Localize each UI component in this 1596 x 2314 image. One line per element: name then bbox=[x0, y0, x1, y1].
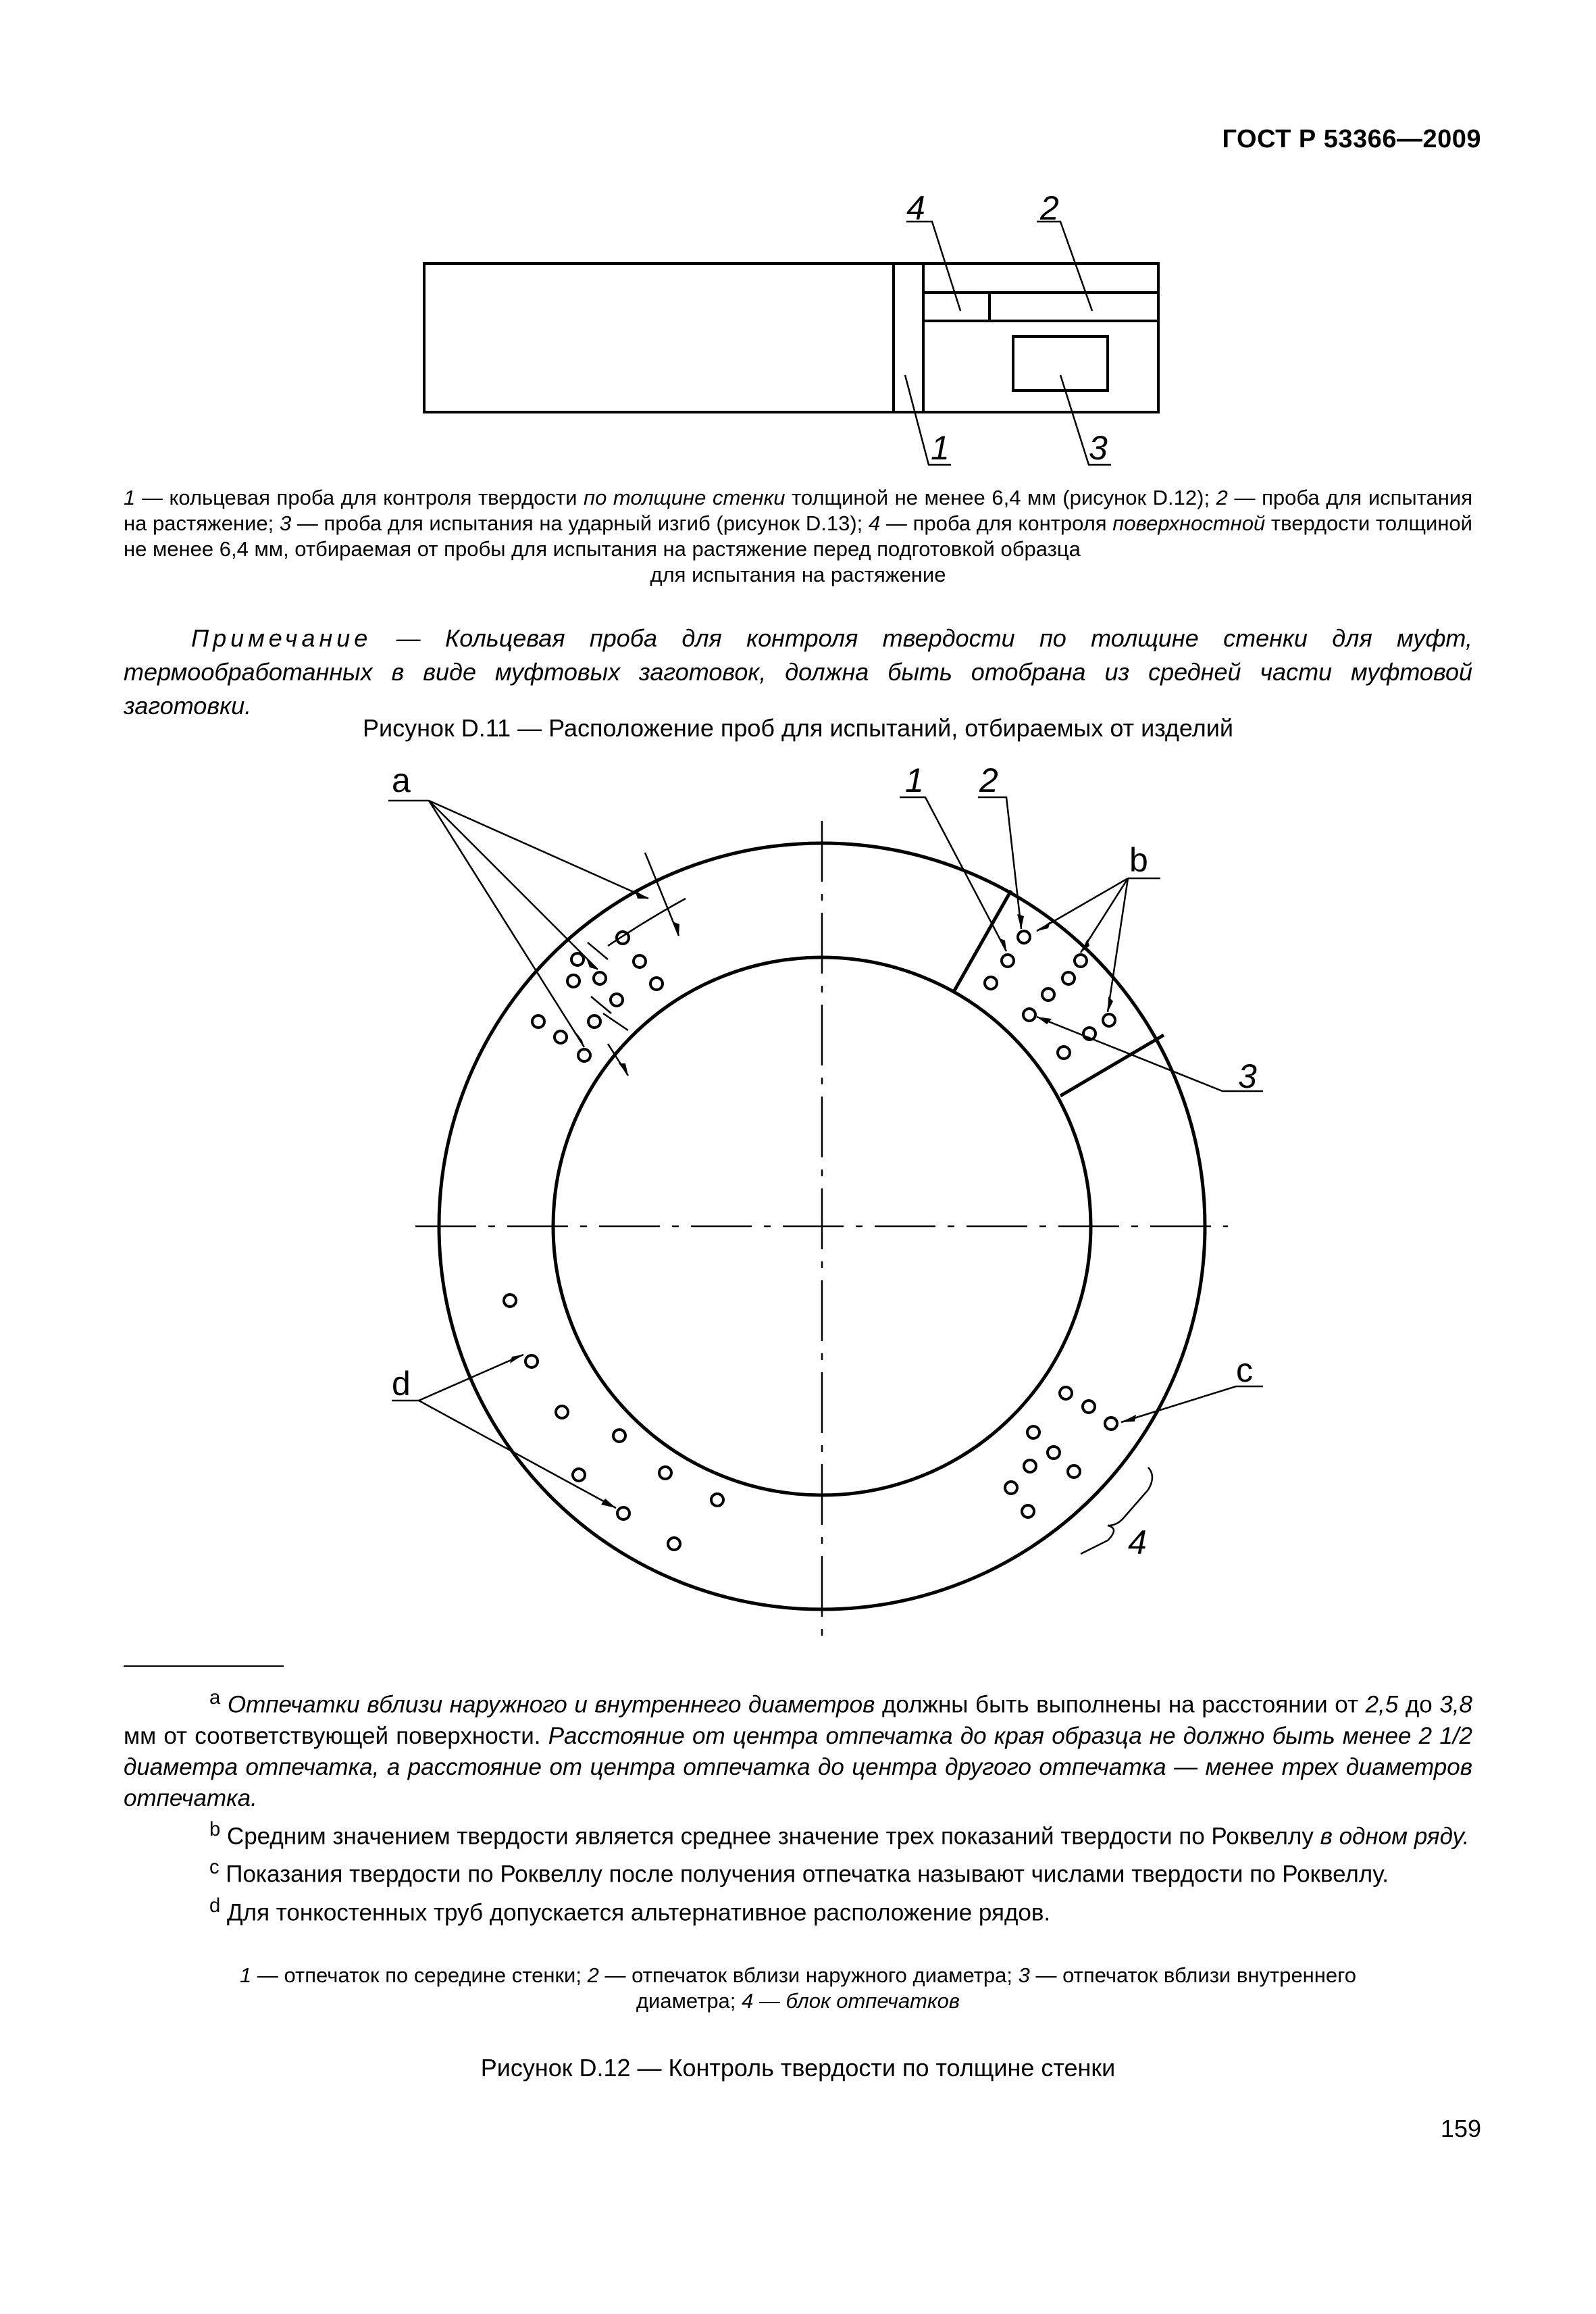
d12-label-3: 3 bbox=[1238, 1057, 1257, 1095]
footnotes bbox=[124, 1682, 1472, 1929]
figure-d11-note: Примечание — Кольцевая проба для контроля твердости по толщине стенки для муфт, термообработанных в виде муфтовых заготовок, должна быть отобрана из средней части муфтовой заготовки. bbox=[124, 624, 1472, 720]
d12-label-1: 1 bbox=[905, 761, 924, 799]
d12-label-2: 2 bbox=[979, 761, 998, 799]
footnote-d: $^d$ Для тонкостенных труб допускается альтернативное расположение рядов. bbox=[209, 1894, 1051, 1926]
footnote-separator bbox=[124, 1665, 284, 1667]
d12-label-4: 4 bbox=[1128, 1524, 1147, 1561]
footnote-b: $^b$ Средним значением твердости является среднее значение трех показаний твердости по Роквеллу в одном ряду. bbox=[209, 1818, 1470, 1850]
d11-label-2: 2 bbox=[1040, 196, 1059, 227]
standard-number: ГОСТ Р 53366—2009 bbox=[1222, 125, 1481, 153]
figure-d12-legend: 1 — отпечаток по середине стенки; 2 — отпечаток вблизи наружного диаметра; 3 — отпечаток вблизи внутреннего диаметра; 4 — блок отпечатков bbox=[240, 1963, 1356, 2013]
d12-label-c: c bbox=[1236, 1351, 1253, 1389]
d11-label-1: 1 bbox=[931, 429, 950, 467]
d11-label-4: 4 bbox=[906, 196, 925, 227]
figure-d12-drawing bbox=[0, 757, 1596, 1649]
d11-label-3: 3 bbox=[1089, 429, 1108, 467]
footnote-c: $^c$ Показания твердости по Роквеллу после получения отпечатка называют числами твердости по Роквеллу. bbox=[209, 1857, 1389, 1888]
figure-d11-legend: 1 — кольцевая проба для контроля твердости по толщине стенки толщиной не менее 6,4 мм (рисунок D.12); 2 — проба для испытания на растяжение; 3 — проба для испытания на ударный изгиб (рисунок D.13); 4 — проба для контроля поверхностной твердости толщиной не менее 6,4 мм, отбираемая от пробы для испытания на растяжение перед подготовкой образца для испытания на растяжение bbox=[124, 486, 1473, 586]
figure-d12-title: Рисунок D.12 — Контроль твердости по толщине стенки bbox=[480, 2054, 1116, 2082]
figure-d11-drawing bbox=[0, 196, 1596, 480]
d12-label-d: d bbox=[392, 1365, 411, 1403]
d12-label-a: a bbox=[392, 761, 411, 799]
page-number: 159 bbox=[1440, 2115, 1481, 2142]
figure-d11-title: Рисунок D.11 — Расположение проб для испытаний, отбираемых от изделий bbox=[363, 714, 1233, 742]
footnote-a: $^a$ Отпечатки вблизи наружного и внутреннего диаметров должны быть выполнены на расстоянии от 2,5 до 3,8 мм от соответствующей поверхности. Расстояние от центра отпечатка до края образца не должно быть менее 2 1/2 диаметра отпечатка, а расстояние от центра отпечатка до центра другого отпечатка — менее трех диаметров отпечатка. bbox=[124, 1687, 1473, 1811]
d12-label-b: b bbox=[1129, 841, 1148, 879]
